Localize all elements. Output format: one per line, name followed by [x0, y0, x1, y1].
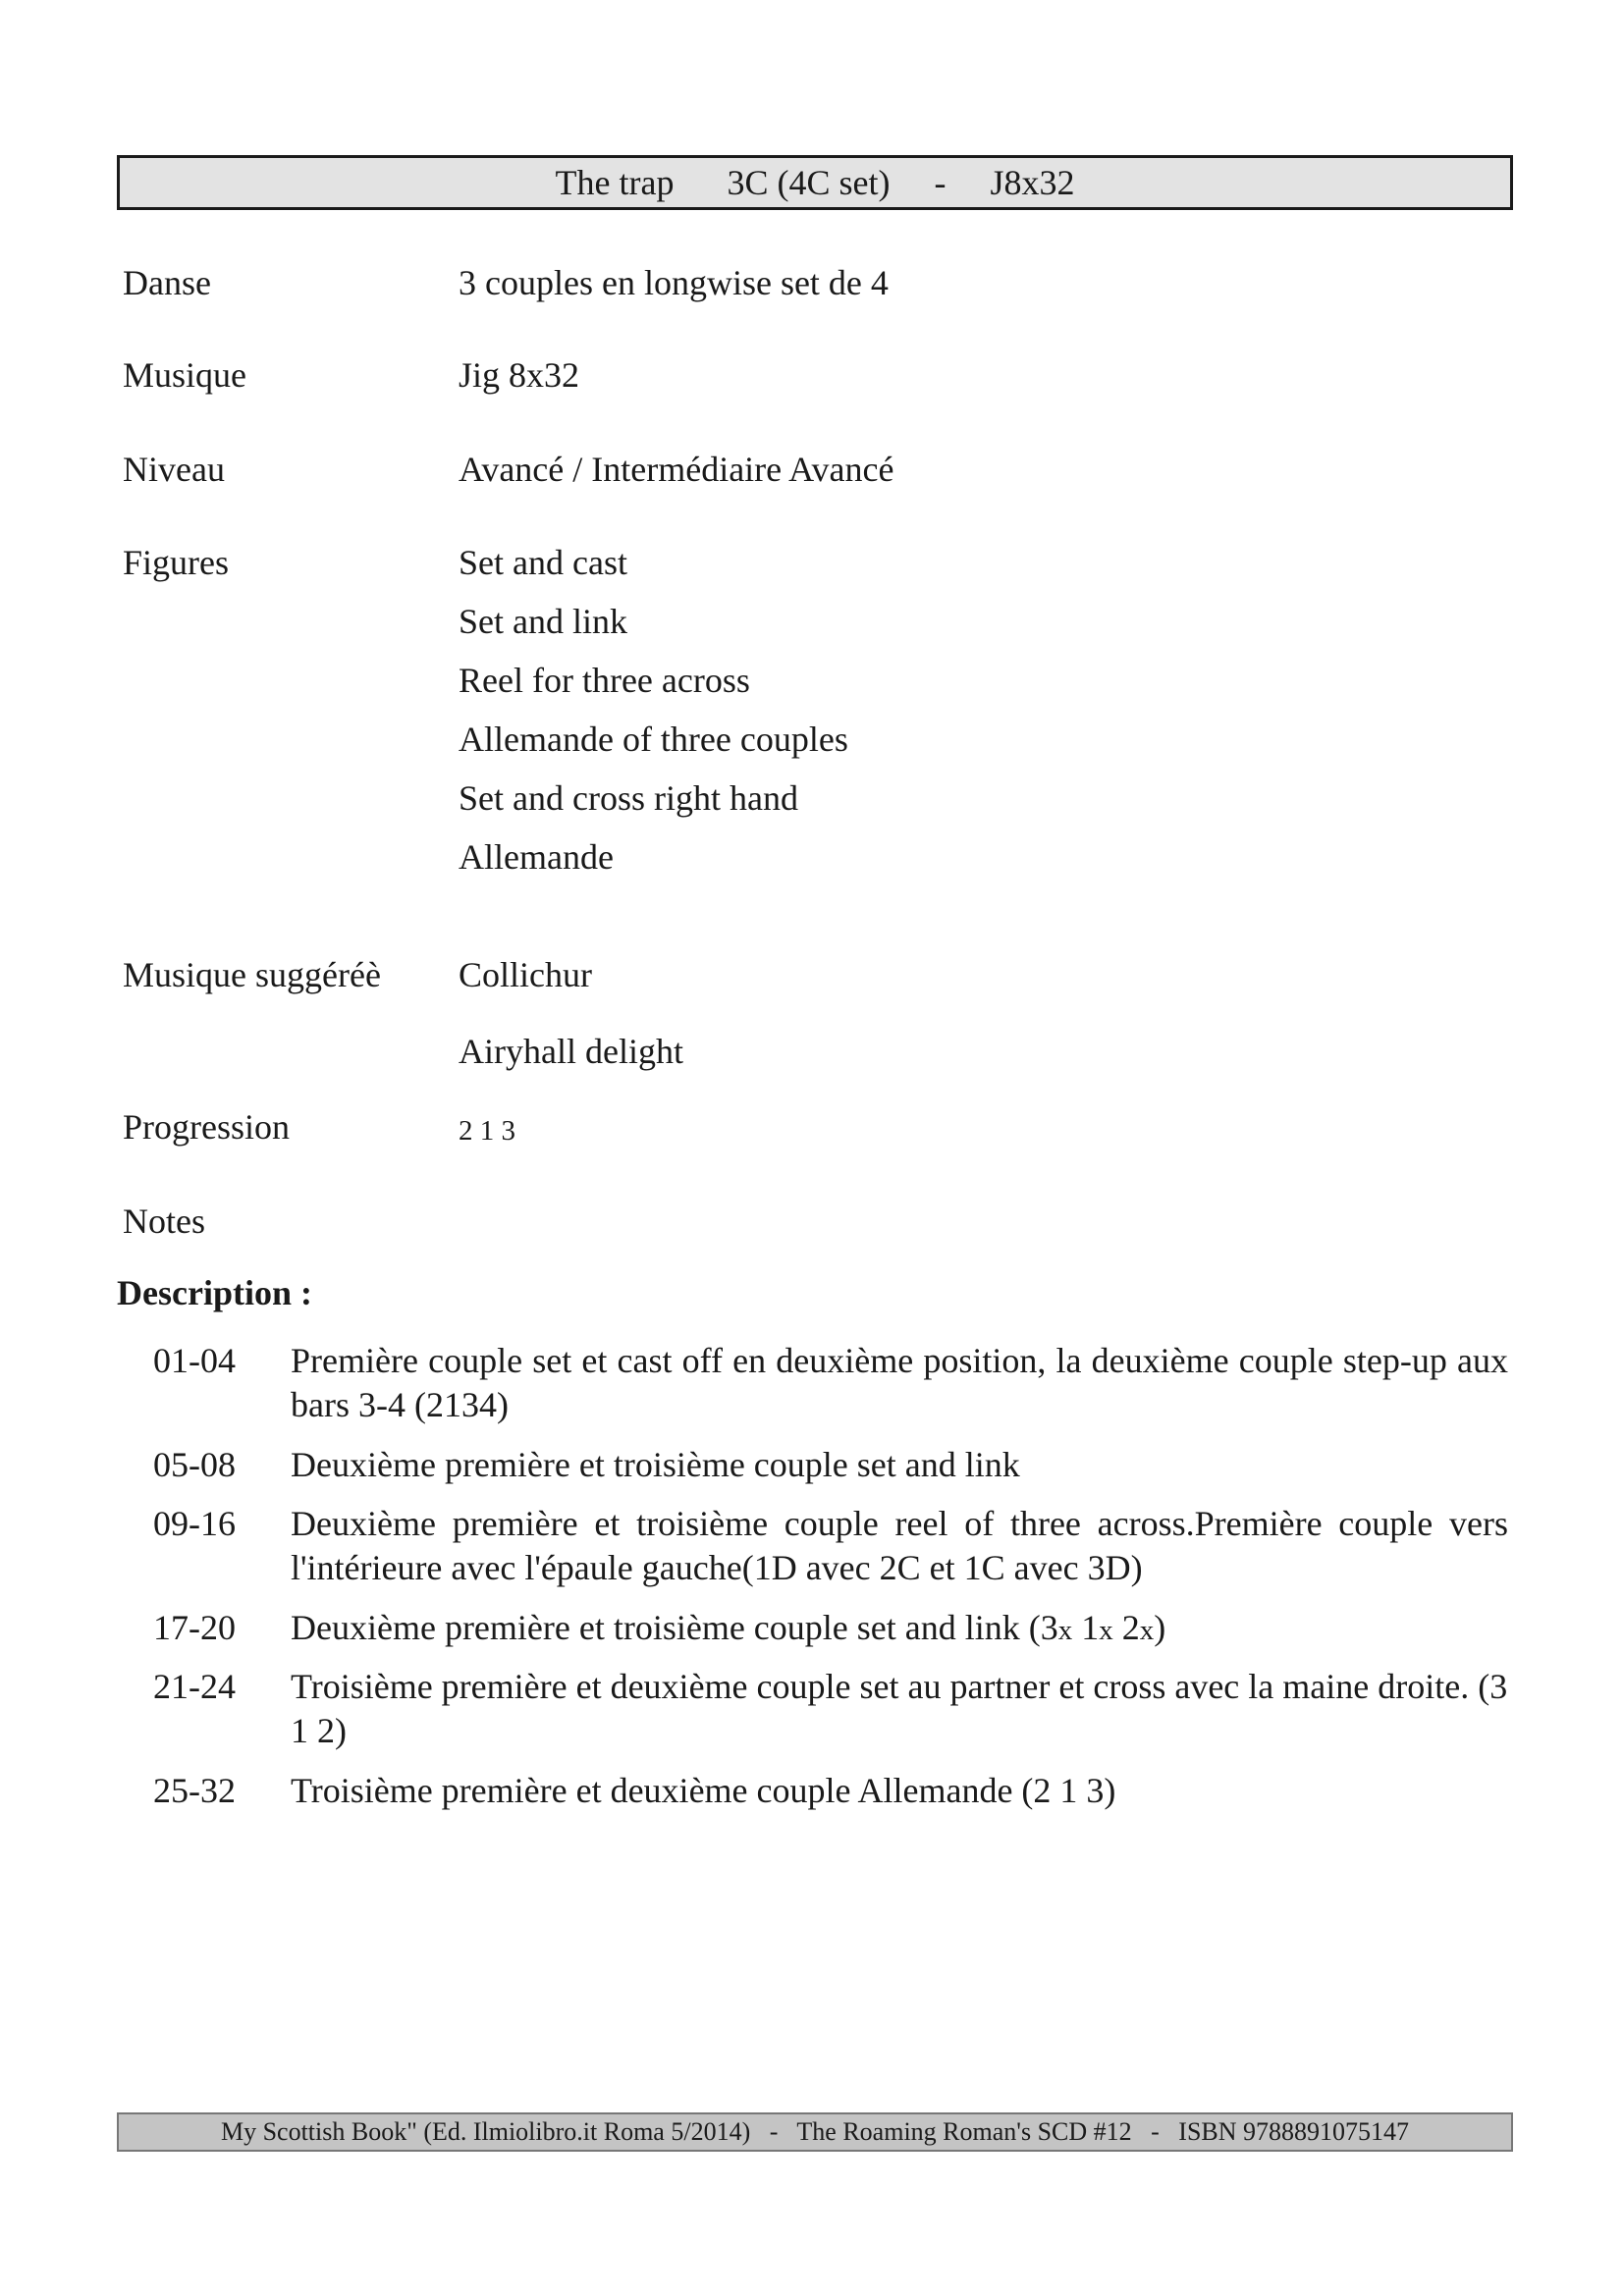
danse-value: 3 couples en longwise set de 4 [459, 263, 889, 302]
step-text: Deuxième première et troisième couple set and link [291, 1445, 1020, 1484]
crossed-mark: x [1057, 1615, 1073, 1646]
step-text-part: ) [1154, 1608, 1166, 1647]
step-text: Première couple set et cast off en deuxième position, la deuxième couple step-up aux bars 3-4 (2134) [291, 1341, 1508, 1424]
dance-format: 3C (4C set) [727, 163, 891, 202]
niveau-label: Niveau [123, 450, 225, 489]
figures-label: Figures [123, 543, 229, 582]
dance-title: The trap [555, 163, 675, 202]
step-bars: 17-20 [153, 1608, 236, 1647]
step-text-part: 2 [1112, 1608, 1140, 1647]
dance-tempo: J8x32 [990, 163, 1075, 202]
figure-item: Set and cross right hand [459, 778, 798, 818]
suggested-tune: Airyhall delight [459, 1032, 683, 1071]
step-text: Troisième première et deuxième couple set au partner et cross avec la maine droite. (3 1 2) [291, 1667, 1508, 1750]
step-text-part: Deuxième première et troisième couple set and link (3 [291, 1608, 1058, 1647]
step-bars: 01-04 [153, 1341, 236, 1380]
description-heading: Description : [117, 1273, 312, 1312]
figure-item: Set and link [459, 602, 627, 641]
figure-item: Reel for three across [459, 661, 750, 700]
suggested-tune: Collichur [459, 955, 592, 994]
step-bars: 21-24 [153, 1667, 236, 1706]
footer-text: My Scottish Book" (Ed. Ilmiolibro.it Roma 5/2014) - The Roaming Roman's SCD #12 - ISBN 9788891075147 [220, 2117, 1410, 2146]
footer-bar [117, 2112, 1513, 2152]
step-text-part: 1 [1072, 1608, 1100, 1647]
step-text: Troisième première et deuxième couple Allemande (2 1 3) [291, 1771, 1116, 1810]
figure-item: Set and cast [459, 543, 627, 582]
title-spacer [890, 162, 934, 203]
step-bars: 09-16 [153, 1504, 236, 1543]
title-separator: - [934, 163, 947, 202]
step-bars: 25-32 [153, 1771, 236, 1810]
crossed-mark: x [1139, 1615, 1155, 1646]
danse-label: Danse [123, 263, 211, 302]
title-box [117, 155, 1513, 210]
progression-label: Progression [123, 1107, 290, 1147]
progression-value: 2 1 3 [459, 1115, 515, 1147]
musique-suggeree-label: Musique suggéréè [123, 955, 381, 994]
figure-item: Allemande of three couples [459, 720, 848, 759]
step-text: Deuxième première et troisième couple reel of three across.Première couple vers l'intérieure avec l'épaule gauche(1D avec 2C et 1C avec 3D) [291, 1504, 1508, 1587]
step-bars: 05-08 [153, 1445, 236, 1484]
figure-item: Allemande [459, 837, 614, 877]
musique-label: Musique [123, 355, 246, 395]
musique-value: Jig 8x32 [459, 355, 580, 395]
step-text [291, 1606, 1508, 1653]
title-spacer [674, 162, 727, 203]
notes-label: Notes [123, 1201, 205, 1241]
title-spacer [946, 162, 990, 203]
crossed-mark: x [1099, 1615, 1113, 1646]
niveau-value: Avancé / Intermédiaire Avancé [459, 450, 894, 489]
